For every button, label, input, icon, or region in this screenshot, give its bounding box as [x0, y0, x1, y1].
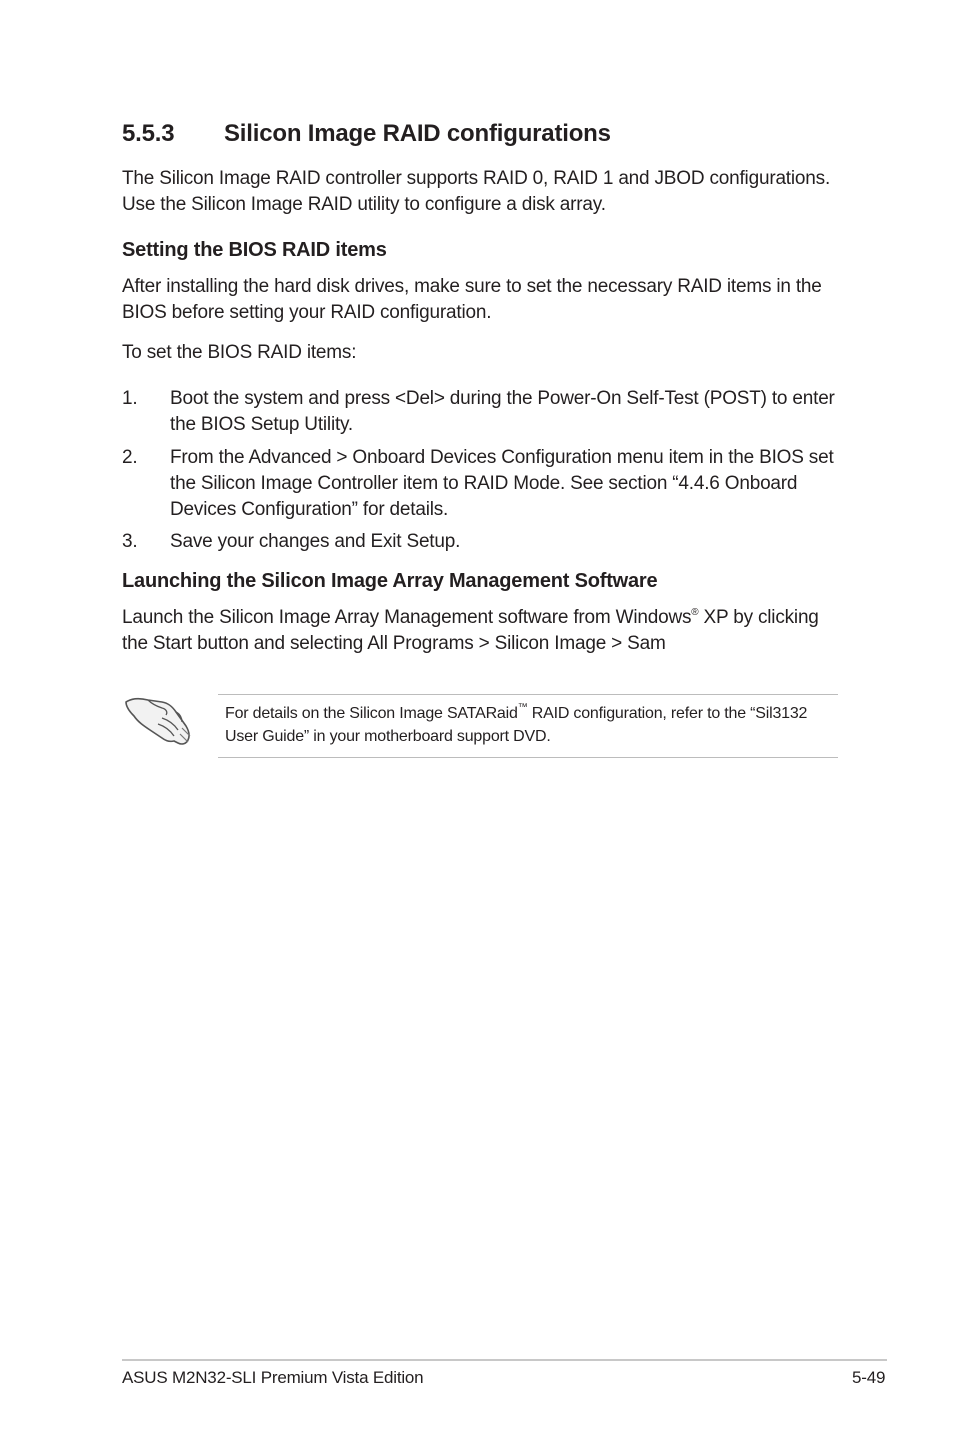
section-number: 5.5.3: [122, 120, 175, 147]
launch-heading: Launching the Silicon Image Array Management Software: [122, 570, 658, 592]
page-number: 5-49: [852, 1368, 886, 1387]
note-text-before: For details on the Silicon Image SATARaid: [225, 705, 518, 722]
launch-text-before: Launch the Silicon Image Array Management software from Windows: [122, 607, 692, 628]
step-number: 1.: [122, 388, 138, 409]
step-number: 3.: [122, 531, 138, 552]
section-heading: [122, 120, 611, 148]
launch-text-after: XP by clicking the Start button and selecting All Programs > Silicon Image > Sam: [122, 607, 819, 654]
step-text: Save your changes and Exit Setup.: [170, 531, 461, 552]
pointing-hand-icon: [122, 688, 194, 748]
section-intro: The Silicon Image RAID controller supports RAID 0, RAID 1 and JBOD configurations. Use the Silicon Image RAID utility to configure a disk array.: [122, 168, 831, 215]
step-number: 2.: [122, 447, 138, 468]
note-text-after: RAID configuration, refer to the “Sil3132 User Guide” in your motherboard support DVD.: [225, 705, 808, 745]
trademark-mark: ™: [517, 702, 528, 713]
launch-paragraph: [122, 605, 842, 657]
step-text: Boot the system and press <Del> during the Power-On Self-Test (POST) to enter the BIOS Setup Utility.: [170, 388, 835, 435]
bios-paragraph: After installing the hard disk drives, make sure to set the necessary RAID items in the BIOS before setting your RAID configuration.: [122, 276, 822, 323]
registered-mark: ®: [691, 607, 699, 618]
step-text: From the Advanced > Onboard Devices Configuration menu item in the BIOS set the Silicon Image Controller item to RAID Mode. See section “4.4.6 Onboard Devices Configuration” for details.: [170, 447, 834, 520]
bios-lead: To set the BIOS RAID items:: [122, 342, 357, 363]
footer-divider: [122, 1359, 887, 1361]
section-title: Silicon Image RAID configurations: [224, 120, 611, 147]
note-text: [225, 702, 825, 748]
note-box: [218, 694, 838, 758]
footer-title: ASUS M2N32-SLI Premium Vista Edition: [122, 1368, 424, 1387]
bios-heading: Setting the BIOS RAID items: [122, 239, 387, 261]
